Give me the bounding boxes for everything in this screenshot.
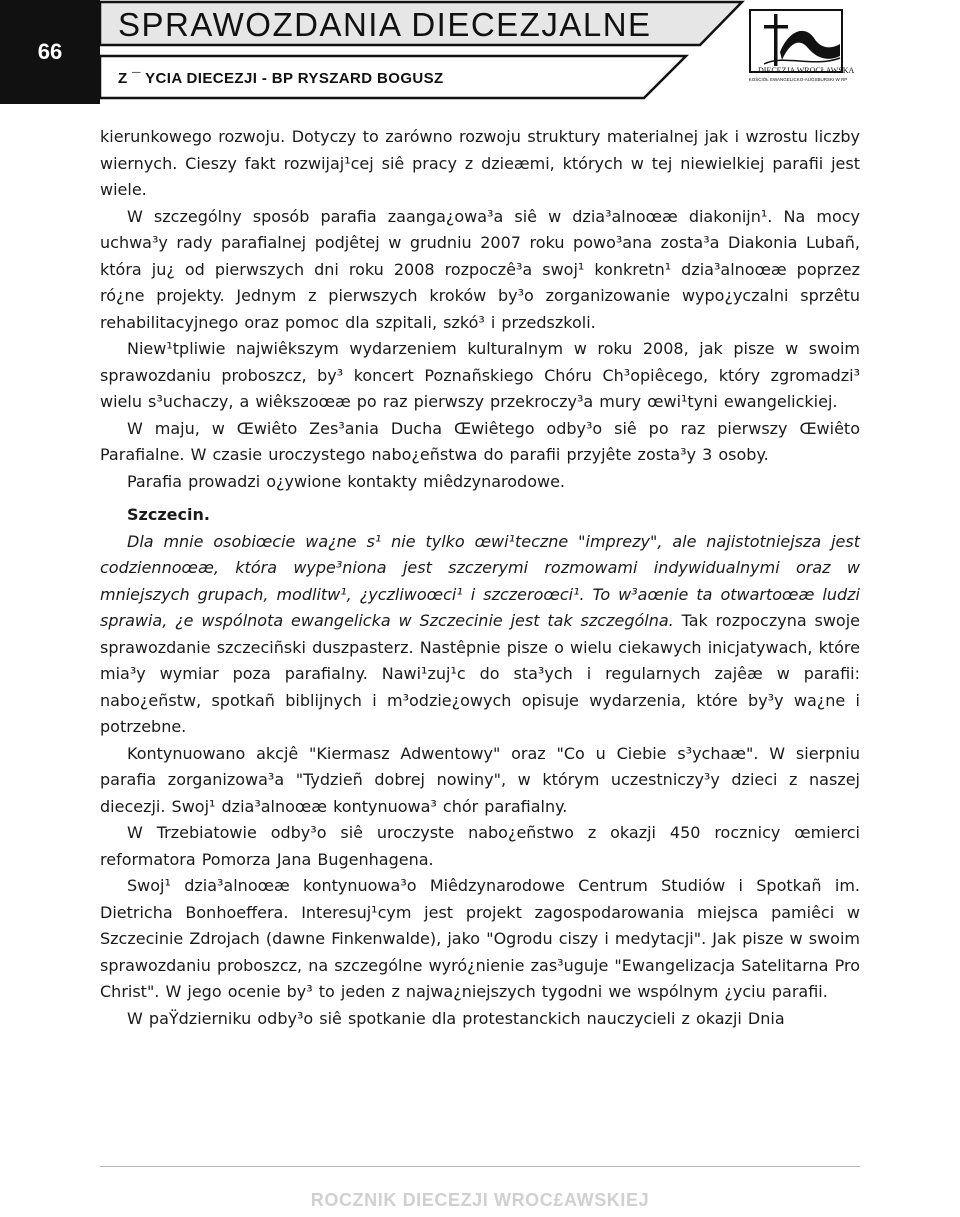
article-body — [100, 124, 860, 1032]
paragraph: kierunkowego rozwoju. Dotyczy to zarówno rozwoju struktury materialnej jak i wzrostu liczby wiernych. Cieszy fakt rozwijaj¹cej siê pracy z dzieæmi, których w tej niewielkiej parafii jest wiele. — [100, 127, 860, 199]
paragraph: Swoj¹ dzia³alnoœæ kontynuowa³o Miêdzynarodowe Centrum Studiów i Spotkañ im. Dietricha Bonhoeffera. Interesuj¹cym jest projekt zagospodarowania miejsca pamiêci w Szczecinie Zdrojach (dawne Finkenwalde), jako "Ogrodu ciszy i medytacji". Jak pisze w swoim sprawozdaniu proboszcz, na szczególne wyró¿nienie zas³uguje "Ewangelizacja Satelitarna Pro Christ". W jego ocenie by³ to jeden z najwa¿niejszych tygodni we wspólnym ¿yciu parafii. — [100, 876, 860, 1001]
paragraph: Niew¹tpliwie najwiêkszym wydarzeniem kulturalnym w roku 2008, jak pisze w swoim sprawozdaniu proboszcz, by³ koncert Poznañskiego Chóru Ch³opiêcego, który zgromadzi³ wielu s³uchaczy, a wiêkszoœæ po raz pierwszy przekroczy³a mury œwi¹tyni ewangelickiej. — [100, 339, 860, 411]
page-subtitle: Z ¯ YCIA DIECEZJI - BP RYSZARD BOGUSZ — [118, 70, 444, 87]
page-header — [0, 0, 960, 104]
paragraph: Kontynuowano akcjê "Kiermasz Adwentowy" oraz "Co u Ciebie s³ychaæ". W sierpniu parafia zorganizowa³a "Tydzieñ dobrej nowiny", w którym uczestniczy³y dzieci z naszej diecezji. Swoj¹ dzia³alnoœæ kontynuowa³ chór parafialny. — [100, 743, 860, 816]
paragraph — [100, 529, 860, 741]
section-heading: Szczecin. — [127, 505, 210, 524]
footer-divider — [100, 1166, 860, 1167]
paragraph: W Trzebiatowie odby³o siê uroczyste nabo¿eñstwo z okazji 450 rocznicy œmierci reformatora Pomorza Jana Bugenhagena. — [100, 823, 860, 869]
diocese-logo-icon — [744, 8, 855, 88]
logo-subcaption: KOŚCIÓŁ EWANGELICKO-AUGSBURSKI W RP — [748, 77, 848, 82]
paragraph: W szczególny sposób parafia zaanga¿owa³a siê w dzia³alnoœæ diakonijn¹. Na mocy uchwa³y rady parafialnej podjêtej w grudniu 2007 roku powo³ana zosta³a Diakonia Lubañ, która ju¿ od pierwszych dni roku 2008 rozpoczê³a swoj¹ konkretn¹ dzia³alnoœæ poprzez ró¿ne projekty. Jednym z pierwszych kroków by³o zorganizowanie wypo¿yczalni sprzêtu rehabilitacyjnego oraz pomoc dla szpitali, szkó³ i przedszkoli. — [100, 206, 860, 332]
page-title: SPRAWOZDANIA DIECEZJALNE — [118, 6, 652, 43]
page-number: 66 — [0, 0, 100, 104]
quoted-text: Dla mnie osobiœcie wa¿ne s¹ nie tylko œwi¹teczne "imprezy", ale najistotniejsza jest codziennoœæ, która wype³niona jest szczerymi rozmowami indywidualnymi oraz w mniejszych grupach, modlitw¹, ¿yczliwoœci¹ i szczeroœci¹. To w³aœnie ta otwartoœæ ludzi sprawia, ¿e wspólnota ewangelicka w Szczecinie jest tak szczególna. — [100, 531, 860, 630]
logo-caption: DIECEZJA WROCŁAWSKA — [758, 66, 855, 75]
paragraph-text: Tak rozpoczyna swoje sprawozdanie szczeciñski duszpasterz. Nastêpnie pisze o wielu ciekawych inicjatywach, które mia³y wymiar poza parafialny. Nawi¹zuj¹c do sta³ych i regularnych zajêæ w parafii: nabo¿eñstw, spotkañ biblijnych i m³odzie¿owych opisuje wydarzenia, które by³y wa¿ne i potrzebne. — [100, 611, 861, 736]
paragraph: W paŸdzierniku odby³o siê spotkanie dla protestanckich nauczycieli z okazji Dnia — [127, 1008, 785, 1028]
footer-title: ROCZNIK DIECEZJI WROC£AWSKIEJ — [310, 1190, 650, 1210]
paragraph: Parafia prowadzi o¿ywione kontakty miêdzynarodowe. — [127, 471, 565, 491]
paragraph: W maju, w Œwiêto Zes³ania Ducha Œwiêtego odby³o siê po raz pierwszy Œwiêto Parafialne. W czasie uroczystego nabo¿eñstwa do parafii przyjête zosta³y 3 osoby. — [100, 418, 860, 464]
